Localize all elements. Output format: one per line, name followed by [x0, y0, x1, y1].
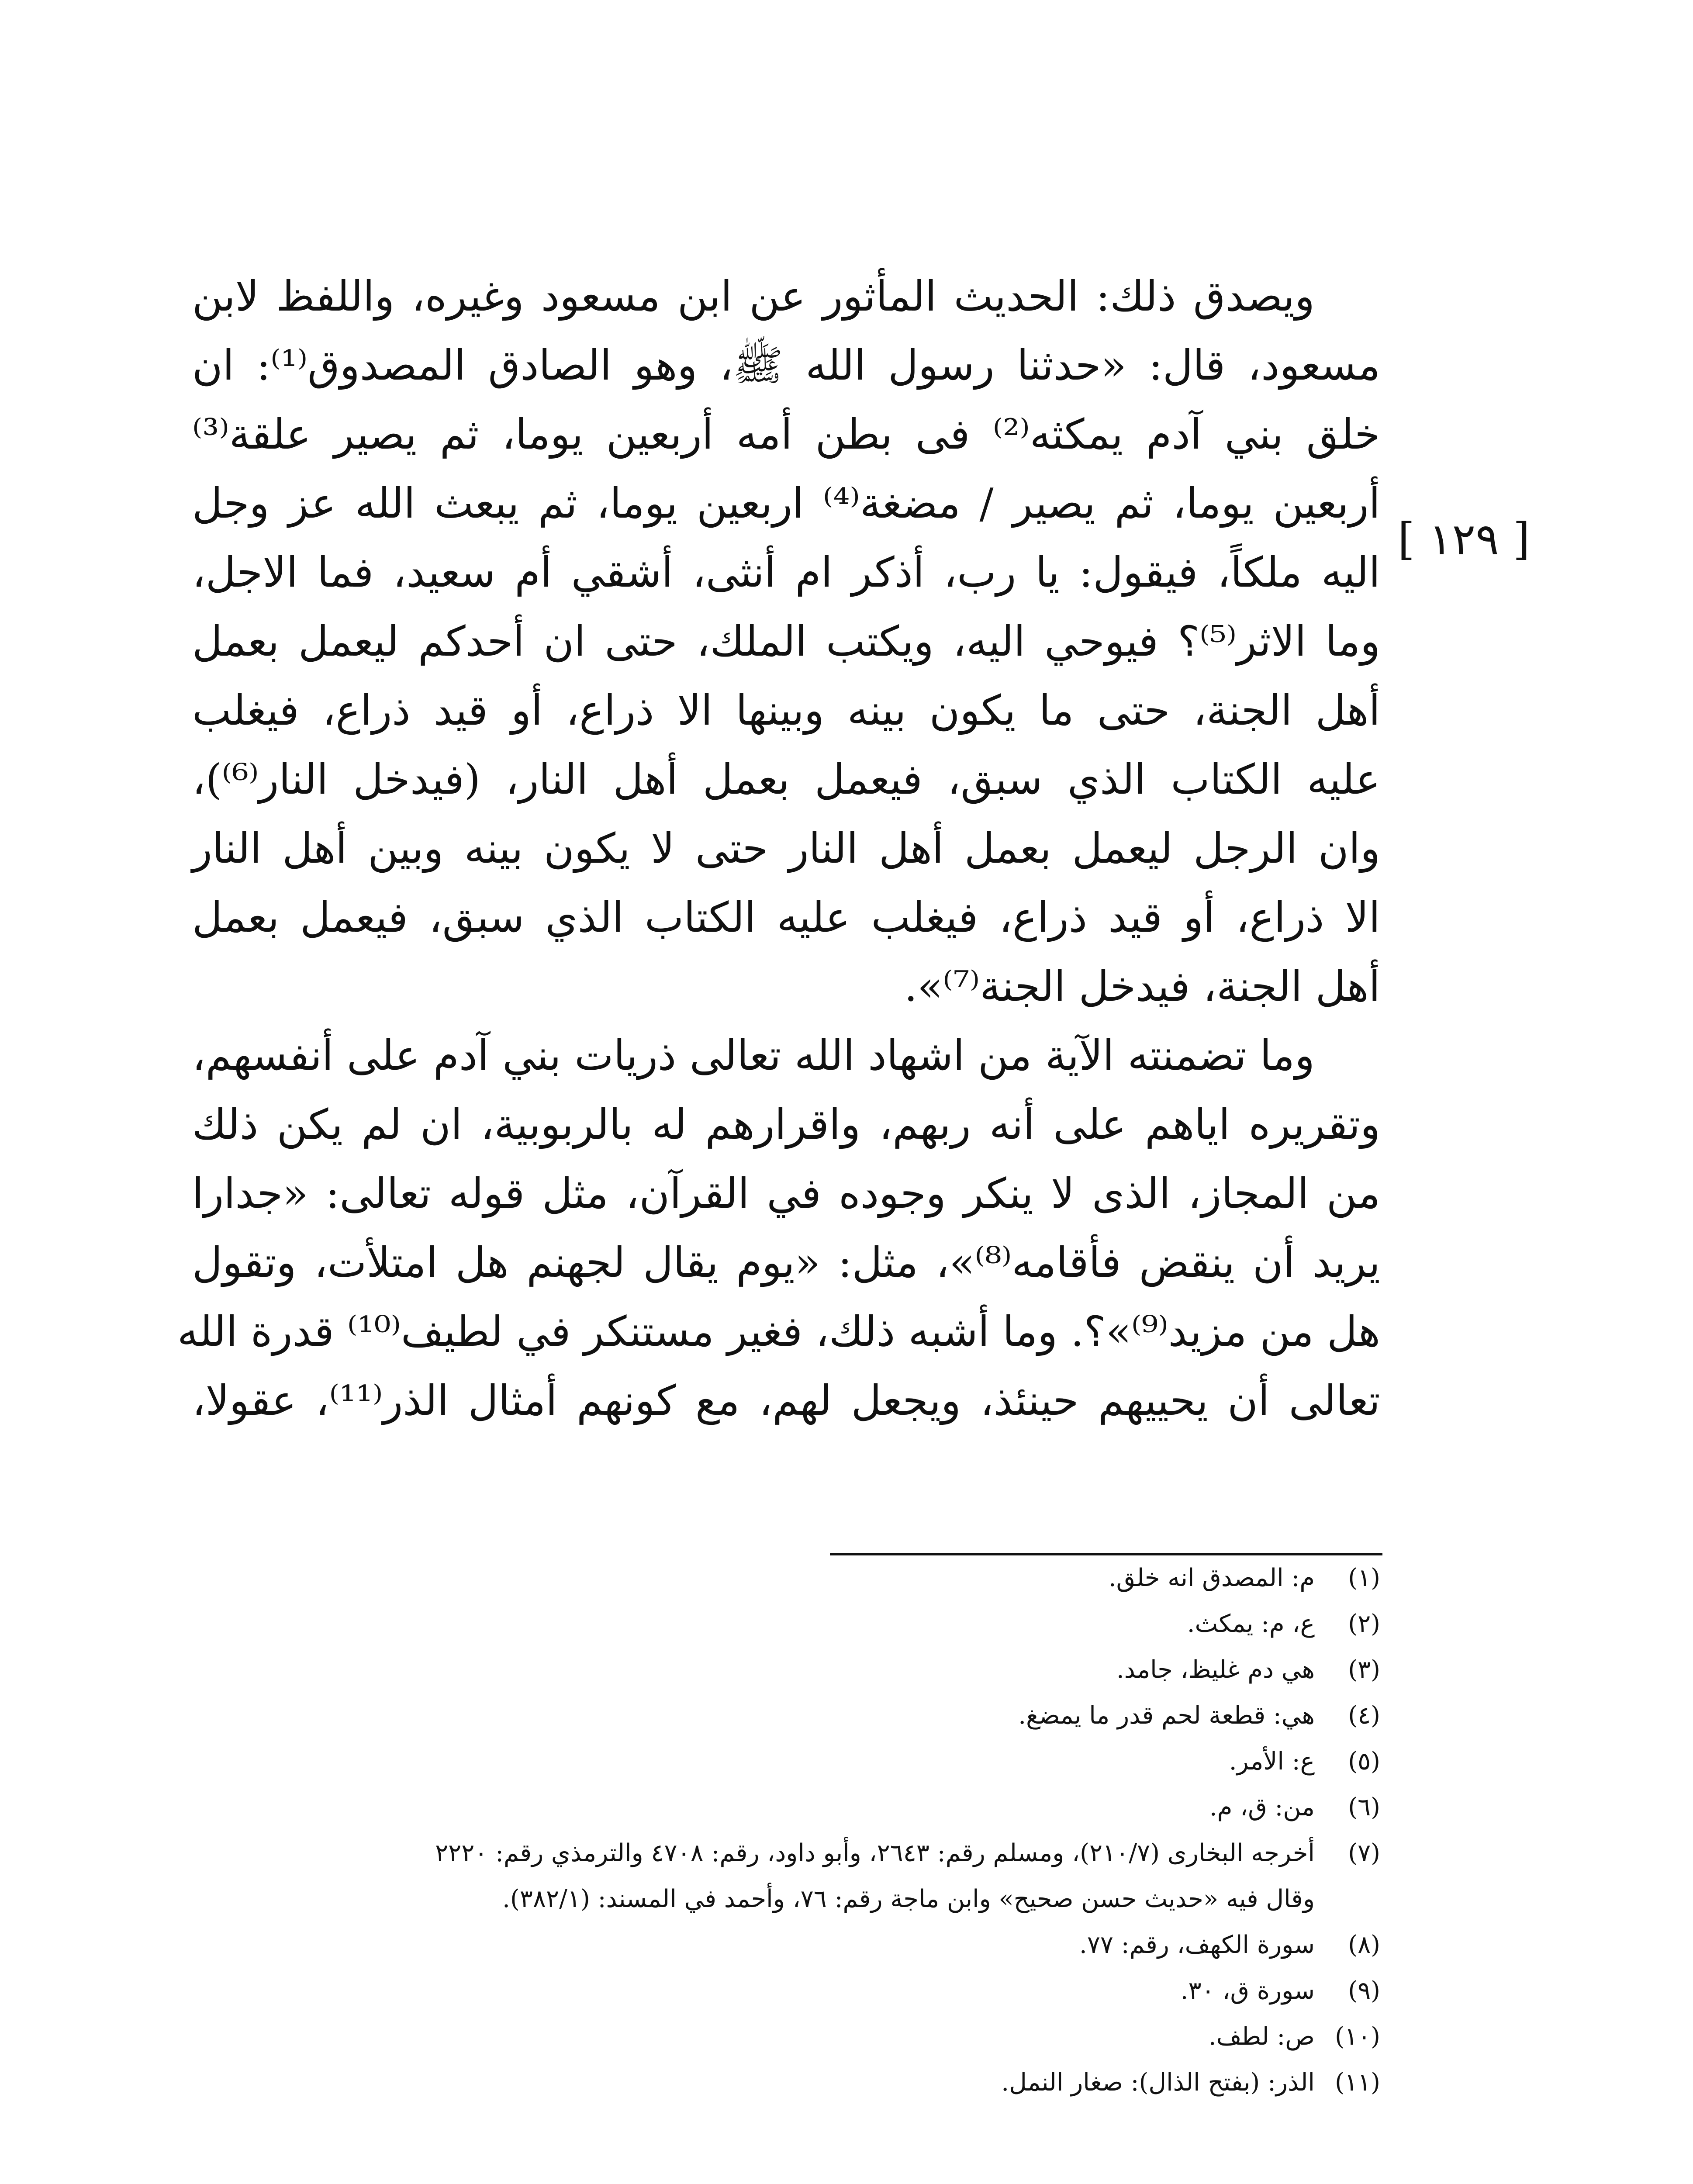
- text-line: أربعين يوما، ثم يصير / مضغة⁽⁴⁾ اربعين يوما، ثم يبعث الله عز وجل: [192, 480, 1381, 528]
- text-line: خلق بني آدم يمكثه⁽²⁾ فى بطن أمه أربعين يوما، ثم يصير علقة⁽³⁾: [192, 411, 1380, 459]
- footnote-number: [1315, 1876, 1380, 1922]
- footnote-text: من: ق، م.: [1209, 1793, 1315, 1821]
- footnote: [192, 1784, 1380, 1830]
- footnote-number: (٩): [1348, 1977, 1380, 2005]
- footnote-text: ع، م: يمكث.: [1187, 1610, 1315, 1638]
- footnote-continuation: [192, 1876, 1380, 1922]
- footnote: [192, 1922, 1380, 1968]
- footnote-number: (٥): [1348, 1747, 1380, 1776]
- text-line: مسعود، قال: «حدثنا رسول الله ﷺ، وهو الصادق المصدوق⁽¹⁾: ان: [192, 342, 1380, 390]
- text-line: الا ذراع، أو قيد ذراع، فيغلب عليه الكتاب الذي سبق، فيعمل بعمل: [192, 894, 1380, 942]
- footnote-text: ص: لطف.: [1208, 2022, 1315, 2051]
- footnote-text: هي دم غليظ، جامد.: [1116, 1655, 1315, 1684]
- text-line: من المجاز، الذى لا ينكر وجوده في القرآن، مثل قوله تعالى: «جدارا: [192, 1170, 1380, 1218]
- footnote: [192, 1968, 1380, 2014]
- text-line: وما الاثر⁽⁵⁾؟ فيوحي اليه، ويكتب الملك، حتى ان أحدكم ليعمل بعمل: [192, 618, 1380, 666]
- text-line: أهل الجنة، حتى ما يكون بينه وبينها الا ذراع، أو قيد ذراع، فيغلب: [192, 687, 1380, 735]
- footnote: [192, 1830, 1380, 1876]
- footnote: [192, 2060, 1380, 2105]
- footnotes: [192, 1555, 1380, 2105]
- footnote-number: (٨): [1348, 1931, 1380, 1959]
- text-line: وان الرجل ليعمل بعمل أهل النار حتى لا يكون بينه وبين أهل النار: [192, 825, 1380, 873]
- footnote-number: (٣): [1348, 1655, 1380, 1684]
- footnote-text: أخرجه البخارى (٢١٠/٧)، ومسلم رقم: ٢٦٤٣، وأبو داود، رقم: ٤٧٠٨ والترمذي رقم: ٢٢٢٠: [435, 1839, 1315, 1867]
- text-line: عليه الكتاب الذي سبق، فيعمل بعمل أهل النار، (فيدخل النار⁽⁶⁾)،: [192, 756, 1380, 804]
- footnote-text: الذر: (بفتح الذال): صغار النمل.: [1001, 2068, 1315, 2097]
- footnote-text: هي: قطعة لحم قدر ما يمضغ.: [1018, 1701, 1315, 1730]
- text-line: أهل الجنة، فيدخل الجنة⁽⁷⁾».: [904, 963, 1380, 1011]
- text-line: اليه ملكاً، فيقول: يا رب، أذكر ام أنثى، أشقي أم سعيد، فما الاجل،: [192, 549, 1380, 597]
- footnote: [192, 2014, 1380, 2060]
- footnote-number: (٧): [1348, 1839, 1380, 1867]
- footnote-text: م: المصدق انه خلق.: [1108, 1564, 1315, 1592]
- footnote-text: سورة ق، ٣٠.: [1180, 1977, 1315, 2005]
- footnote-text: سورة الكهف، رقم: ٧٧.: [1079, 1931, 1315, 1959]
- footnote: [192, 1738, 1380, 1784]
- text-line: يريد أن ينقض فأقامه⁽⁸⁾»، مثل: «يوم يقال لجهنم هل امتلأت، وتقول: [192, 1239, 1380, 1287]
- footnote-text: وقال فيه «حديث حسن صحيح» وابن ماجة رقم: ٧٦، وأحمد في المسند: (٣٨٢/١).: [502, 1885, 1315, 1913]
- footnote-number: (٤): [1348, 1701, 1380, 1730]
- footnote-number: (١١): [1335, 2068, 1380, 2097]
- footnote-text: ع: الأمر.: [1229, 1747, 1315, 1776]
- footnote: [192, 1555, 1380, 1601]
- main-text: [177, 262, 1381, 1435]
- footnote-number: (١٠): [1335, 2022, 1380, 2051]
- text-line: ويصدق ذلك: الحديث المأثور عن ابن مسعود وغيره، واللفظ لابن: [192, 273, 1315, 321]
- footnote-number: (٢): [1348, 1610, 1380, 1638]
- footnote: [192, 1601, 1380, 1647]
- footnote-number: (٦): [1348, 1793, 1380, 1821]
- text-line: وما تضمنته الآية من اشهاد الله تعالى ذريات بني آدم على أنفسهم،: [192, 1032, 1315, 1080]
- footnote: [192, 1647, 1380, 1693]
- manuscript-folio-marker: [ ١٢٩ ]: [1398, 514, 1530, 565]
- footnote: [192, 1693, 1380, 1738]
- text-line: وتقريره اياهم على أنه ربهم، واقرارهم له بالربوبية، ان لم يكن ذلك: [192, 1101, 1380, 1149]
- text-line: هل من مزيد⁽⁹⁾»؟. وما أشبه ذلك، فغير مستنكر في لطيف⁽¹⁰⁾ قدرة الله: [177, 1308, 1380, 1356]
- text-line: تعالى أن يحييهم حينئذ، ويجعل لهم، مع كونهم أمثال الذر⁽¹¹⁾، عقولا،: [192, 1377, 1380, 1425]
- footnote-number: (١): [1348, 1564, 1380, 1592]
